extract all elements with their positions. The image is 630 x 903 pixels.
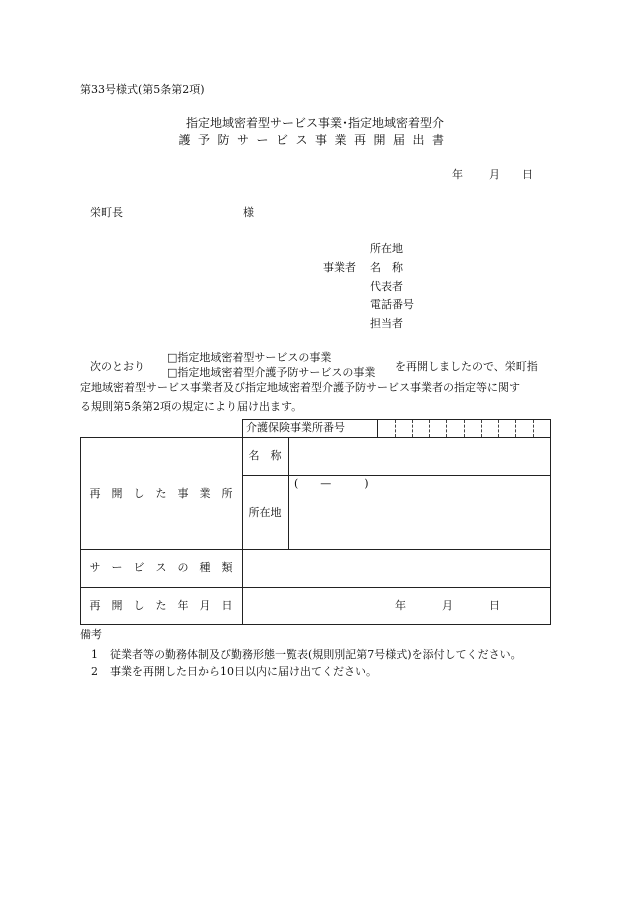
notes-heading: 備考: [80, 628, 102, 641]
applicant-address-label: 所在地: [370, 242, 403, 255]
applicant-representative-label: 代表者: [370, 280, 403, 293]
office-address-field[interactable]: [290, 492, 548, 547]
body-suffix: を再開しましたので、栄町指: [395, 360, 538, 373]
date-year-label: 年: [452, 168, 463, 181]
office-name-field[interactable]: [290, 439, 548, 473]
addressee-honorific: 様: [243, 206, 254, 219]
office-phone-placeholder: ( — ): [294, 477, 369, 490]
form-title-line2: 護予防サービス事業再開届出書: [178, 133, 452, 147]
office-name-label: 名 称: [248, 449, 282, 462]
option-preventive-service: □指定地域密着型介護予防サービスの事業: [167, 366, 376, 379]
restart-date-label: 再 開 し た 年 月 日: [89, 599, 233, 612]
applicant-phone-label: 電話番号: [370, 298, 414, 311]
insurance-number-label: 介護保険事業所番号: [246, 421, 345, 434]
form-number: 第33号様式(第5条第2項): [80, 83, 205, 96]
office-label: 再 開 し た 事 業 所: [89, 487, 233, 500]
addressee-name: 栄町長: [90, 206, 123, 219]
form-title-line1: 指定地域密着型サービス事業･指定地域密着型介: [185, 116, 444, 130]
note-1-text: 従業者等の勤務体制及び勤務形態一覧表(規則別記第7号様式)を添付してください。: [110, 648, 522, 661]
restart-day-label: 日: [489, 599, 500, 612]
restart-month-label: 月: [442, 599, 453, 612]
body-line2: 定地域密着型サービス事業者及び指定地域密着型介護予防サービス事業者の指定等に関す: [80, 381, 520, 394]
office-address-label: 所在地: [248, 506, 282, 519]
applicant-name-label: 名 称: [370, 261, 403, 274]
body-line3: る規則第5条第2項の規定により届け出ます。: [80, 400, 303, 413]
note-2-number: 2: [91, 665, 98, 678]
option-community-service: □指定地域密着型サービスの事業: [167, 351, 332, 364]
note-2-text: 事業を再開した日から10日以内に届け出てください。: [110, 665, 377, 678]
service-type-field[interactable]: [244, 551, 548, 585]
note-1-number: 1: [91, 648, 98, 661]
restart-year-label: 年: [395, 599, 406, 612]
date-month-label: 月: [489, 168, 500, 181]
date-day-label: 日: [522, 168, 533, 181]
applicant-label: 事業者: [323, 261, 356, 274]
service-type-label: サ ー ビ ス の 種 類: [89, 561, 233, 574]
applicant-contact-label: 担当者: [370, 317, 403, 330]
body-prefix: 次のとおり: [90, 360, 145, 373]
